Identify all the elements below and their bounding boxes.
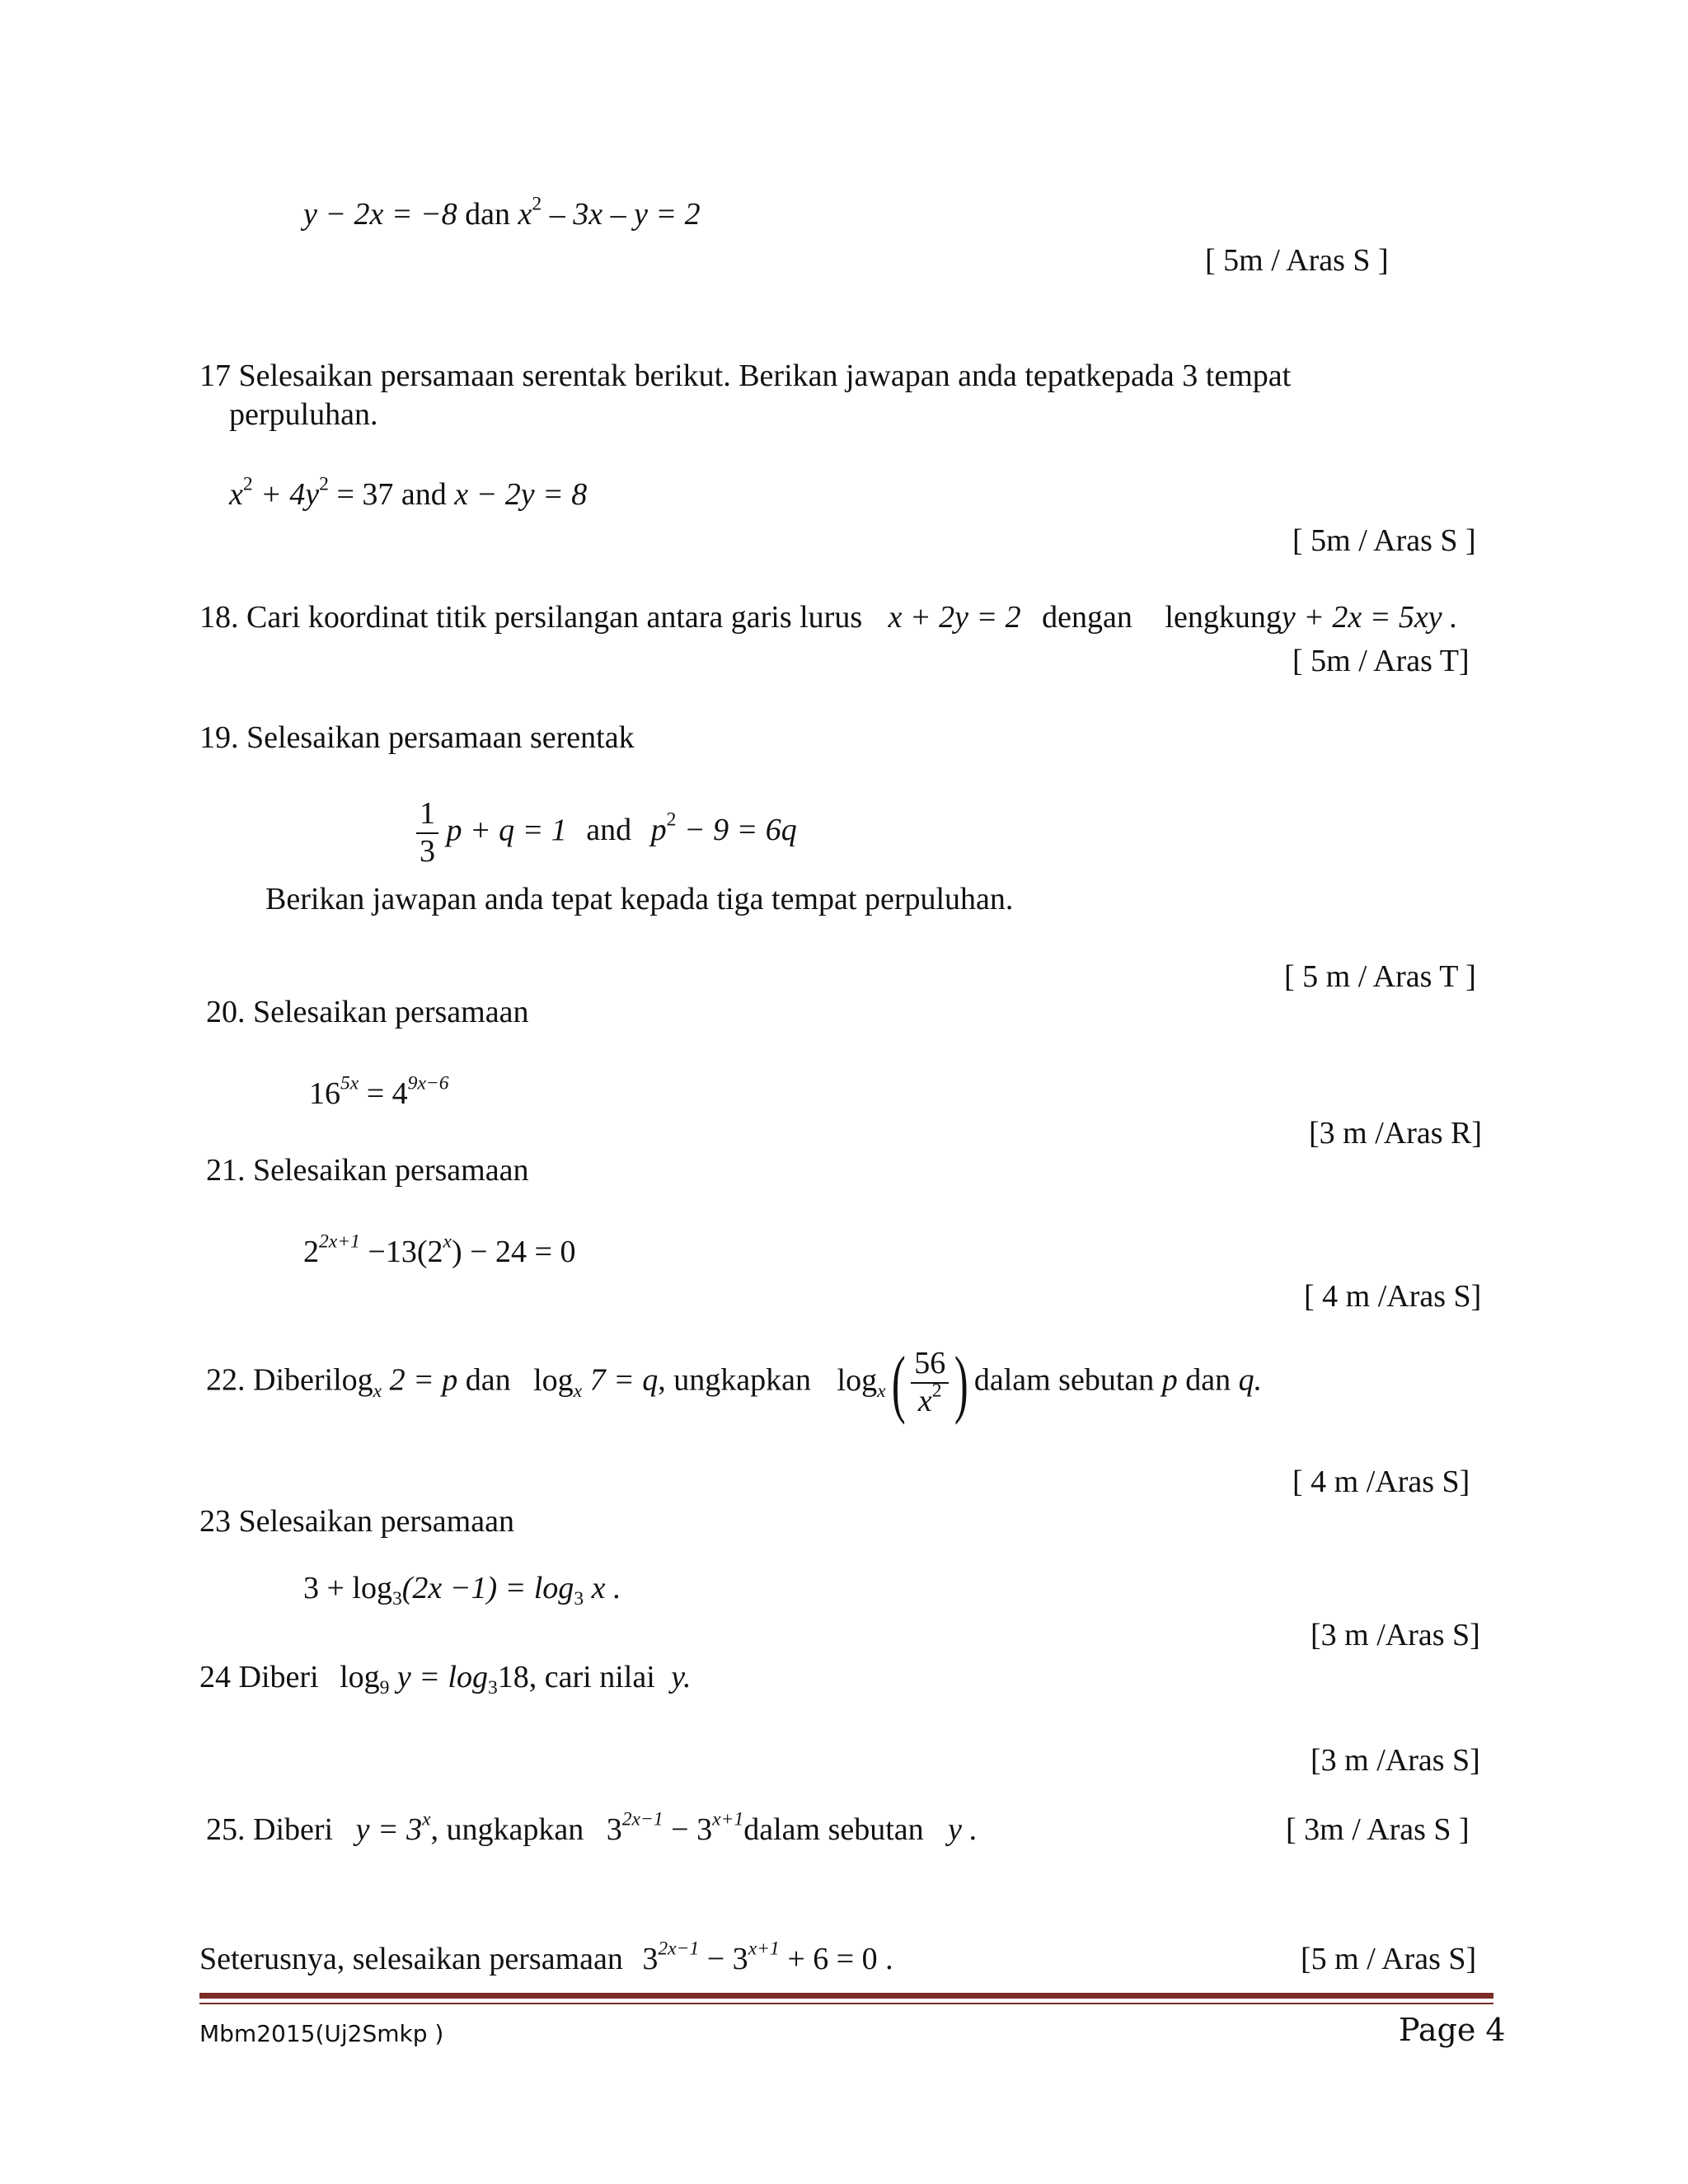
question-17-text-cont: perpuluhan. [229,397,378,432]
question-18-marks: [ 5m / Aras T] [1292,644,1470,678]
question-25-marks: [ 3m / Aras S ] [1286,1812,1470,1847]
right-paren: ) [954,1341,968,1425]
footer-rule-thick [199,1993,1493,1999]
equation-top [303,193,701,234]
fraction-one-third: $\frac{1}{3}$ [416,796,438,869]
question-23-marks: [3 m /Aras S] [1311,1618,1480,1652]
fraction-56-over-x2: $\frac{56}{x^2}$ [911,1346,949,1419]
question-21-equation: $2^{2x+1} -13(2^x) - 24 = 0$ [303,1230,576,1269]
question-23-equation: $3 + \log_3(2x -1) = \log_3 x$ . [303,1571,621,1610]
question-22-marks: [ 4 m /Aras S] [1292,1465,1470,1499]
question-24-text: 24 Diberi $\log_9 y = \log_318$, cari nilai y. [199,1660,692,1699]
footer-doc-id: Mbm2015(Uj2Smkp ) [199,2020,444,2047]
page-number: Page 4 [1399,2012,1506,2048]
conjunction-text: dan [465,197,511,232]
marks-top: [ 5m / Aras S ] [1205,243,1389,278]
question-25-text: 25. Diberi $y = 3^x$, ungkapkan $3^{2x-1}$ − $3^{x+1}dalam$ sebutan y . [206,1808,978,1847]
question-20-text: 20. Selesaikan persamaan [206,995,529,1029]
question-17-text: 17 Selesaikan persamaan serentak berikut. Berikan jawapan anda tepatkepada 3 tempat [199,359,1292,393]
footer-rule-thin [199,2003,1493,2004]
equation-part: $x^2 - 3x - y = 2$ [518,193,701,232]
question-23-text: 23 Selesaikan persamaan [199,1504,514,1539]
question-19-equation: $\frac{1}{3}$ p + q = 1 and $p^2 - 9 = 6q$ [416,796,797,869]
question-19-text: 19. Selesaikan persamaan serentak [199,720,635,755]
question-20-equation: $16^{5x} = 4^{9x-6}$ [309,1072,449,1111]
question-17-equation: $x^2 + 4y^2 = 37$ and x − 2y = 8 [229,473,588,512]
question-18-text: 18. Cari koordinat titik persilangan antara garis lurus x + 2y = 2 dengan lengkungy + 2x = 5xy . [199,600,1458,635]
left-paren: ( [891,1341,906,1425]
question-21-marks: [ 4 m /Aras S] [1304,1279,1482,1314]
question-19-instruction: Berikan jawapan anda tepat kepada tiga tempat perpuluhan. [265,882,1014,916]
question-17-marks: [ 5m / Aras S ] [1292,523,1476,558]
question-20-marks: [3 m /Aras R] [1309,1116,1483,1151]
question-25-followup-marks: [5 m / Aras S] [1301,1942,1477,1976]
question-21-text: 21. Selesaikan persamaan [206,1153,529,1188]
question-19-marks: [ 5 m / Aras T ] [1284,959,1476,994]
question-22-text: 22. Diberilog$_x$ 2 = p dan $\log_x 7 = q$, ungkapkan $\log_x$( $\frac{56}{x^2}$ ) dalam sebutan p dan q. [206,1341,1263,1425]
equation-part: y − 2x = −8 [303,197,457,232]
question-24-marks: [3 m /Aras S] [1311,1743,1480,1778]
question-25-followup: Seterusnya, selesaikan persamaan $3^{2x-1} - 3^{x+1} + 6 = 0$ . [199,1938,893,1976]
